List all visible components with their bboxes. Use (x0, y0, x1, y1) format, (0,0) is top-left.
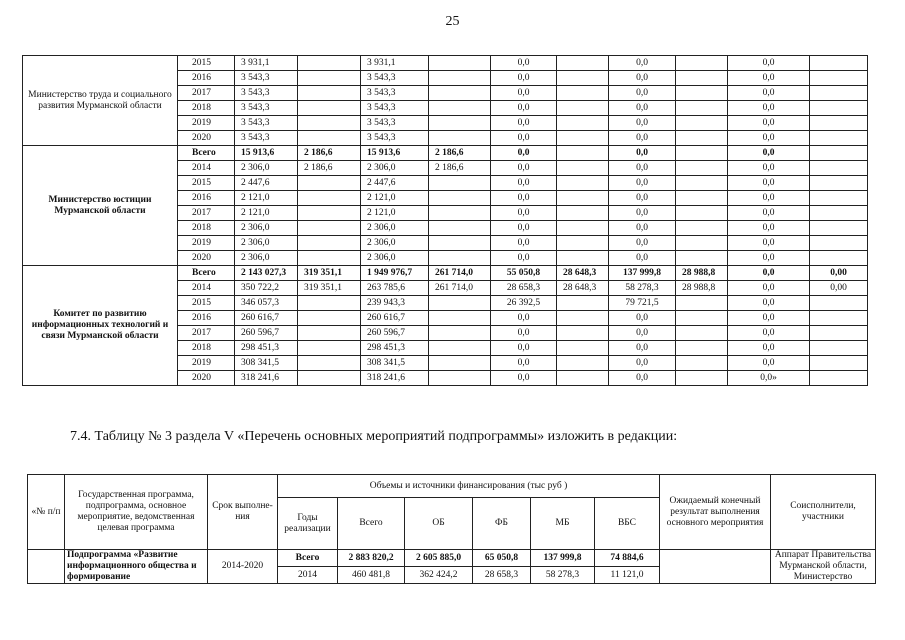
value-cell (429, 341, 491, 356)
value-cell: 350 722,2 (235, 281, 298, 296)
year-cell: 2014 (178, 161, 235, 176)
value-cell (298, 86, 361, 101)
value-cell: 0,0 (491, 191, 557, 206)
value-cell (298, 221, 361, 236)
row-year-2014: 2014 (278, 567, 338, 584)
value-cell (557, 191, 609, 206)
value-cell (298, 206, 361, 221)
value-cell: 0,0 (609, 206, 676, 221)
value-cell: 0,0 (728, 146, 810, 161)
value-cell: 2 447,6 (235, 176, 298, 191)
year-cell: 2017 (178, 86, 235, 101)
value-cell: 28 658,3 (491, 281, 557, 296)
value-cell (429, 131, 491, 146)
value-cell (676, 236, 728, 251)
value-cell (676, 341, 728, 356)
col-header-num: «№ п/п (28, 475, 65, 550)
col-header-term: Срок выполне-ния (208, 475, 278, 550)
value-cell (429, 356, 491, 371)
value-cell (298, 296, 361, 311)
value-cell (429, 371, 491, 386)
year-cell: 2014 (178, 281, 235, 296)
value-cell (429, 236, 491, 251)
value-cell (557, 356, 609, 371)
value-cell: 0,0 (728, 281, 810, 296)
value-cell (429, 326, 491, 341)
value-cell (557, 101, 609, 116)
measures-table (27, 474, 876, 584)
value-cell: 3 543,3 (361, 116, 429, 131)
value-cell (298, 71, 361, 86)
value-cell: 260 596,7 (235, 326, 298, 341)
value-cell (810, 56, 868, 71)
value-cell (557, 116, 609, 131)
value-cell: 0,00 (810, 281, 868, 296)
value-cell: 3 931,1 (235, 56, 298, 71)
col-header-funding: Объемы и источники финансирования (тыс руб ) (278, 475, 660, 498)
value-cell: 0,0 (728, 251, 810, 266)
row-fb-2014: 28 658,3 (473, 567, 531, 584)
value-cell (429, 206, 491, 221)
value-cell: 0,0 (491, 161, 557, 176)
value-cell (298, 356, 361, 371)
value-cell: 2 306,0 (361, 161, 429, 176)
value-cell: 28 648,3 (557, 281, 609, 296)
year-cell: 2015 (178, 296, 235, 311)
table-row (23, 56, 868, 71)
col-header-fb: ФБ (473, 498, 531, 550)
value-cell: 137 999,8 (609, 266, 676, 281)
value-cell: 0,0 (491, 146, 557, 161)
value-cell: 2 143 027,3 (235, 266, 298, 281)
value-cell: 2 306,0 (235, 221, 298, 236)
value-cell: 26 392,5 (491, 296, 557, 311)
value-cell (676, 356, 728, 371)
value-cell (810, 191, 868, 206)
value-cell: 0,0 (728, 206, 810, 221)
value-cell (557, 236, 609, 251)
value-cell: 2 306,0 (235, 251, 298, 266)
value-cell: 239 943,3 (361, 296, 429, 311)
value-cell (676, 86, 728, 101)
value-cell: 0,0 (728, 236, 810, 251)
value-cell: 2 186,6 (298, 161, 361, 176)
value-cell: 260 616,7 (235, 311, 298, 326)
value-cell (429, 296, 491, 311)
value-cell (810, 86, 868, 101)
value-cell (298, 326, 361, 341)
year-cell: 2016 (178, 191, 235, 206)
value-cell (298, 131, 361, 146)
value-cell (810, 116, 868, 131)
year-cell: 2019 (178, 116, 235, 131)
value-cell: 3 543,3 (361, 131, 429, 146)
page-number: 25 (445, 14, 460, 29)
value-cell: 318 241,6 (235, 371, 298, 386)
year-cell: Всего (178, 266, 235, 281)
value-cell: 0,0 (609, 176, 676, 191)
value-cell: 0,0 (491, 131, 557, 146)
value-cell (676, 326, 728, 341)
value-cell: 0,0 (491, 356, 557, 371)
value-cell: 0,0 (491, 71, 557, 86)
value-cell: 0,0 (728, 56, 810, 71)
col-header-mb: МБ (531, 498, 595, 550)
row-coexec: Аппарат Правительства Мурманской области, Министерство (771, 550, 876, 584)
value-cell: 3 543,3 (361, 71, 429, 86)
value-cell: 0,0 (728, 71, 810, 86)
value-cell: 263 785,6 (361, 281, 429, 296)
value-cell: 2 306,0 (361, 236, 429, 251)
value-cell (557, 326, 609, 341)
value-cell (429, 176, 491, 191)
organization-name: Комитет по развитию информационных технологий и связи Мурманской области (23, 266, 178, 386)
value-cell: 0,0 (728, 86, 810, 101)
value-cell (298, 251, 361, 266)
value-cell (810, 206, 868, 221)
value-cell (298, 311, 361, 326)
value-cell: 0,0 (609, 191, 676, 206)
value-cell (676, 176, 728, 191)
year-cell: 2016 (178, 71, 235, 86)
value-cell: 2 186,6 (298, 146, 361, 161)
value-cell: 2 121,0 (361, 191, 429, 206)
row-ob-2014: 362 424,2 (405, 567, 473, 584)
value-cell (298, 191, 361, 206)
value-cell (429, 191, 491, 206)
value-cell: 0,0 (609, 251, 676, 266)
value-cell (676, 371, 728, 386)
value-cell (676, 221, 728, 236)
value-cell: 0,0 (491, 341, 557, 356)
year-cell: 2020 (178, 371, 235, 386)
value-cell (429, 101, 491, 116)
col-header-ob: ОБ (405, 498, 473, 550)
value-cell: 0,0 (609, 326, 676, 341)
value-cell: 0,0 (609, 116, 676, 131)
value-cell: 261 714,0 (429, 266, 491, 281)
col-header-result: Ожидаемый конечный результат выполнения основного мероприятия (660, 475, 771, 550)
value-cell: 0,0 (491, 221, 557, 236)
value-cell (810, 71, 868, 86)
col-header-program: Государственная программа, подпрограмма, основное мероприятие, ведомственная целевая программа (65, 475, 208, 550)
value-cell (810, 221, 868, 236)
value-cell (429, 311, 491, 326)
value-cell: 2 121,0 (235, 191, 298, 206)
value-cell (557, 221, 609, 236)
value-cell (298, 176, 361, 191)
value-cell: 15 913,6 (235, 146, 298, 161)
col-header-total: Всего (338, 498, 405, 550)
value-cell (676, 161, 728, 176)
value-cell: 3 543,3 (361, 86, 429, 101)
value-cell: 3 543,3 (235, 71, 298, 86)
value-cell: 58 278,3 (609, 281, 676, 296)
value-cell (298, 236, 361, 251)
value-cell: 0,0 (609, 86, 676, 101)
value-cell: 0,0 (609, 356, 676, 371)
value-cell: 0,0 (728, 221, 810, 236)
value-cell: 319 351,1 (298, 281, 361, 296)
value-cell: 0,0 (609, 146, 676, 161)
value-cell: 0,0 (491, 326, 557, 341)
value-cell (557, 251, 609, 266)
value-cell: 0,0 (609, 131, 676, 146)
value-cell: 0,0 (491, 176, 557, 191)
value-cell: 0,0 (728, 311, 810, 326)
year-cell: 2019 (178, 236, 235, 251)
value-cell (557, 176, 609, 191)
row-mb-all: 137 999,8 (531, 550, 595, 567)
value-cell (557, 86, 609, 101)
row-ob-all: 2 605 885,0 (405, 550, 473, 567)
value-cell: 3 931,1 (361, 56, 429, 71)
organization-name: Министерство труда и социального развития Мурманской области (23, 56, 178, 146)
value-cell: 261 714,0 (429, 281, 491, 296)
value-cell (557, 206, 609, 221)
value-cell: 0,0 (728, 266, 810, 281)
value-cell: 55 050,8 (491, 266, 557, 281)
value-cell (676, 296, 728, 311)
financing-by-year-table (22, 55, 868, 386)
value-cell: 2 447,6 (361, 176, 429, 191)
value-cell: 2 121,0 (235, 206, 298, 221)
year-cell: 2016 (178, 311, 235, 326)
value-cell (298, 56, 361, 71)
col-header-vbs: ВБС (595, 498, 660, 550)
value-cell: 0,0 (728, 191, 810, 206)
value-cell (557, 56, 609, 71)
value-cell (676, 191, 728, 206)
value-cell: 318 241,6 (361, 371, 429, 386)
value-cell: 298 451,3 (235, 341, 298, 356)
value-cell: 3 543,3 (235, 101, 298, 116)
value-cell (810, 326, 868, 341)
value-cell: 2 306,0 (361, 221, 429, 236)
value-cell (676, 146, 728, 161)
value-cell (429, 86, 491, 101)
value-cell (676, 311, 728, 326)
year-cell: 2017 (178, 326, 235, 341)
value-cell (676, 71, 728, 86)
section-heading: 7.4. Таблицу № 3 раздела V «Перечень основных мероприятий подпрограммы» изложить в редакции: (70, 429, 678, 444)
year-cell: 2017 (178, 206, 235, 221)
value-cell: 1 949 976,7 (361, 266, 429, 281)
value-cell: 0,0 (728, 326, 810, 341)
value-cell (810, 176, 868, 191)
organization-name: Министерство юстиции Мурманской области (23, 146, 178, 266)
value-cell (810, 236, 868, 251)
value-cell (810, 131, 868, 146)
value-cell: 28 648,3 (557, 266, 609, 281)
value-cell: 0,0 (491, 311, 557, 326)
row-program: Подпрограмма «Развитие информационного общества и формирование (65, 550, 208, 584)
value-cell: 2 121,0 (361, 206, 429, 221)
value-cell: 346 057,3 (235, 296, 298, 311)
value-cell: 319 351,1 (298, 266, 361, 281)
year-cell: 2018 (178, 341, 235, 356)
row-mb-2014: 58 278,3 (531, 567, 595, 584)
value-cell (298, 101, 361, 116)
value-cell (810, 371, 868, 386)
row-year-total: Всего (278, 550, 338, 567)
col-header-years: Годы реализации (278, 498, 338, 550)
value-cell (810, 101, 868, 116)
value-cell: 3 543,3 (235, 116, 298, 131)
row-vbs-all: 74 884,6 (595, 550, 660, 567)
financing-table-body (23, 56, 868, 386)
value-cell (810, 296, 868, 311)
value-cell: 308 341,5 (235, 356, 298, 371)
value-cell: 0,0 (728, 131, 810, 146)
value-cell: 0,0 (491, 101, 557, 116)
value-cell: 3 543,3 (235, 86, 298, 101)
value-cell: 0,0 (728, 116, 810, 131)
value-cell: 0,0 (728, 296, 810, 311)
value-cell (429, 221, 491, 236)
value-cell (810, 146, 868, 161)
value-cell (557, 146, 609, 161)
value-cell: 0,00 (810, 266, 868, 281)
value-cell: 298 451,3 (361, 341, 429, 356)
value-cell (810, 311, 868, 326)
value-cell: 0,0 (491, 116, 557, 131)
value-cell: 0,0» (728, 371, 810, 386)
value-cell: 0,0 (609, 221, 676, 236)
value-cell (557, 341, 609, 356)
value-cell: 308 341,5 (361, 356, 429, 371)
value-cell (557, 296, 609, 311)
year-cell: 2015 (178, 176, 235, 191)
value-cell: 0,0 (728, 176, 810, 191)
value-cell (429, 56, 491, 71)
year-cell: Всего (178, 146, 235, 161)
row-total-2014: 460 481,8 (338, 567, 405, 584)
value-cell (676, 131, 728, 146)
value-cell (557, 71, 609, 86)
value-cell (298, 371, 361, 386)
year-cell: 2018 (178, 221, 235, 236)
value-cell: 0,0 (728, 161, 810, 176)
value-cell: 0,0 (609, 341, 676, 356)
value-cell: 79 721,5 (609, 296, 676, 311)
value-cell: 0,0 (609, 236, 676, 251)
value-cell (810, 356, 868, 371)
value-cell: 0,0 (491, 371, 557, 386)
value-cell: 0,0 (491, 251, 557, 266)
year-cell: 2020 (178, 131, 235, 146)
value-cell (557, 371, 609, 386)
value-cell: 15 913,6 (361, 146, 429, 161)
value-cell: 0,0 (609, 161, 676, 176)
value-cell: 0,0 (728, 341, 810, 356)
row-total-all: 2 883 820,2 (338, 550, 405, 567)
value-cell: 260 596,7 (361, 326, 429, 341)
row-result (660, 550, 771, 584)
value-cell (810, 341, 868, 356)
value-cell: 0,0 (609, 101, 676, 116)
value-cell (557, 311, 609, 326)
value-cell: 0,0 (609, 311, 676, 326)
value-cell (557, 131, 609, 146)
col-header-coexec: Соисполнители, участники (771, 475, 876, 550)
row-num (28, 550, 65, 584)
value-cell (676, 116, 728, 131)
value-cell (676, 206, 728, 221)
year-cell: 2020 (178, 251, 235, 266)
value-cell: 0,0 (609, 71, 676, 86)
value-cell (676, 251, 728, 266)
value-cell (810, 251, 868, 266)
value-cell: 0,0 (491, 56, 557, 71)
year-cell: 2015 (178, 56, 235, 71)
value-cell: 260 616,7 (361, 311, 429, 326)
value-cell: 2 306,0 (235, 236, 298, 251)
value-cell (429, 71, 491, 86)
year-cell: 2018 (178, 101, 235, 116)
value-cell: 3 543,3 (361, 101, 429, 116)
value-cell: 2 306,0 (361, 251, 429, 266)
value-cell (429, 251, 491, 266)
year-cell: 2019 (178, 356, 235, 371)
value-cell: 0,0 (609, 56, 676, 71)
value-cell: 0,0 (491, 86, 557, 101)
row-fb-all: 65 050,8 (473, 550, 531, 567)
value-cell: 28 988,8 (676, 266, 728, 281)
value-cell (810, 161, 868, 176)
table-row (23, 146, 868, 161)
value-cell: 0,0 (491, 236, 557, 251)
row-vbs-2014: 11 121,0 (595, 567, 660, 584)
value-cell: 0,0 (609, 371, 676, 386)
value-cell (676, 56, 728, 71)
row-term: 2014-2020 (208, 550, 278, 584)
value-cell (429, 116, 491, 131)
value-cell (298, 341, 361, 356)
value-cell: 2 186,6 (429, 161, 491, 176)
table-row (23, 266, 868, 281)
value-cell: 0,0 (491, 206, 557, 221)
value-cell: 2 186,6 (429, 146, 491, 161)
value-cell (298, 116, 361, 131)
value-cell (557, 161, 609, 176)
value-cell: 28 988,8 (676, 281, 728, 296)
value-cell: 3 543,3 (235, 131, 298, 146)
value-cell: 2 306,0 (235, 161, 298, 176)
value-cell: 0,0 (728, 356, 810, 371)
value-cell: 0,0 (728, 101, 810, 116)
value-cell (676, 101, 728, 116)
